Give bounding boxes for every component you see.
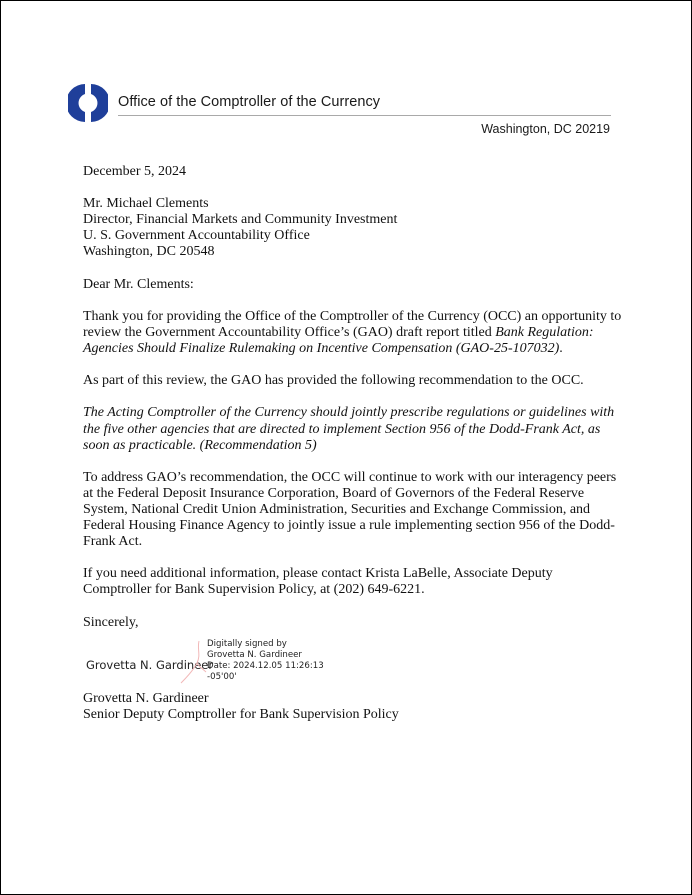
- recommendation-quote: The Acting Comptroller of the Currency should jointly prescribe regulations or guidelines with the five other agencies that are directed to implement Section 956 of the Dodd-Frank Act, as soon as practicable. (Recommendation 5): [83, 405, 615, 453]
- recipient-title: Director, Financial Markets and Community Investment: [83, 212, 398, 228]
- signature-line-4: -05'00': [207, 671, 237, 682]
- paragraph-response: To address GAO’s recommendation, the OCC will continue to work with our interagency peers at the Federal Deposit Insurance Corporation, Board of Governors of the Federal Reserve System, National Credit Union Administration, Securities and Exchange Commission, and Federal Housing Finance Agency to jointly issue a rule implementing section 956 of the Dodd-Frank Act.: [83, 469, 617, 550]
- paragraph-intro-text: Thank you for providing the Office of the Comptroller of the Currency (OCC) an opportunity to review the Government Accountability Office’s (GAO) draft report titled: [83, 308, 622, 340]
- signature-line-1: Digitally signed by: [207, 638, 287, 649]
- letter-date: December 5, 2024: [83, 164, 187, 179]
- letterhead-divider: [118, 115, 611, 116]
- closing: Sincerely,: [83, 614, 139, 630]
- recipient-block: [83, 196, 623, 260]
- recipient-organization: U. S. Government Accountability Office: [83, 228, 310, 244]
- signatory-name: Grovetta N. Gardineer: [83, 690, 209, 706]
- logo-left-crescent: [68, 84, 85, 122]
- signature-details: [207, 639, 324, 683]
- signature-line-3: Date: 2024.12.05 11:26:13: [207, 660, 324, 671]
- signature-line-2: Grovetta N. Gardineer: [207, 649, 302, 660]
- signatory-title: Senior Deputy Comptroller for Bank Supervision Policy: [83, 706, 399, 722]
- signature-display-name: Grovetta N. Gardineer: [86, 657, 214, 672]
- report-title: Bank Regulation: Agencies Should Finalize Rulemaking on Incentive Compensation (GAO-25-107032): [83, 324, 594, 357]
- recipient-address: Washington, DC 20548: [83, 244, 215, 260]
- logo-right-crescent: [91, 84, 108, 122]
- salutation: Dear Mr. Clements:: [83, 276, 194, 292]
- paragraph-contact: If you need additional information, please contact Krista LaBelle, Associate Deputy Comptroller for Bank Supervision Policy, at (202) 649-6221.: [83, 566, 553, 598]
- signatory-block: [83, 691, 623, 723]
- signature-mark-icon: [177, 639, 207, 685]
- letter-body: [83, 164, 623, 739]
- paragraph-intro: [83, 309, 623, 357]
- occ-logo-icon: [68, 83, 108, 123]
- letterhead-organization: Office of the Comptroller of the Currency: [118, 94, 381, 110]
- recipient-name: Mr. Michael Clements: [83, 196, 209, 212]
- letterhead-address: Washington, DC 20219: [481, 122, 610, 136]
- digital-signature: [83, 639, 623, 685]
- paragraph-review: As part of this review, the GAO has provided the following recommendation to the OCC.: [83, 373, 584, 389]
- paragraph-intro-end: .: [559, 341, 563, 357]
